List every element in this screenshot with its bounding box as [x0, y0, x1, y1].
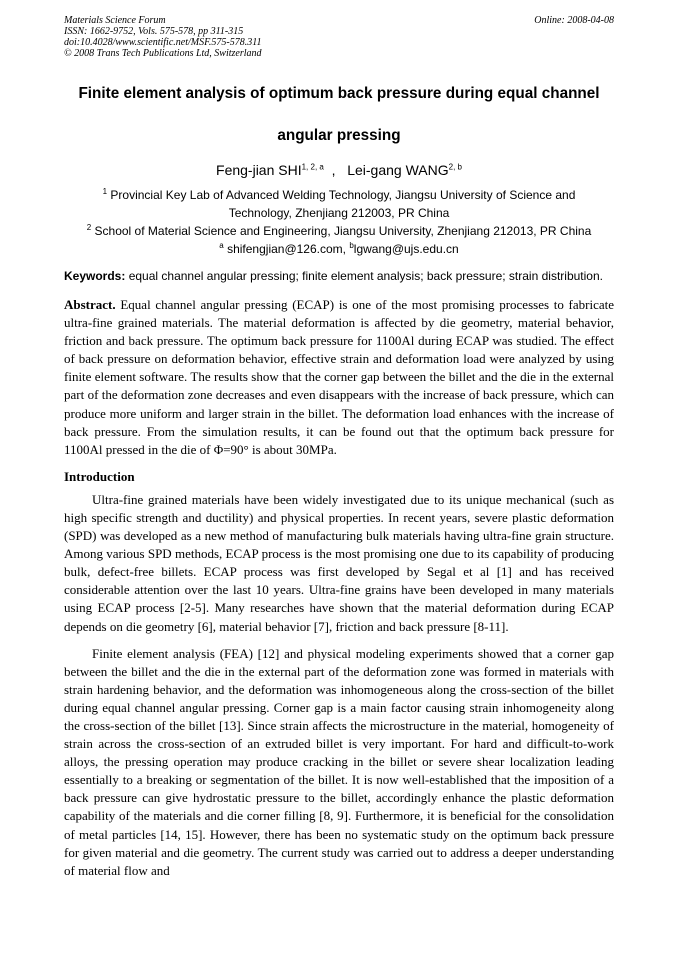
email-a-mark: a — [219, 241, 224, 250]
email-a: shifengjian@126.com, — [227, 242, 346, 256]
author-1-name: Feng-jian SHI — [216, 162, 302, 178]
doi-line: doi:10.4028/www.scientific.net/MSF.575-578.311 — [64, 37, 262, 48]
keywords-label: Keywords: — [64, 269, 126, 283]
author-emails — [64, 240, 614, 258]
affiliation-1-mark: 1 — [102, 187, 108, 196]
affiliations — [64, 186, 614, 258]
email-b: lgwang@ujs.edu.cn — [353, 242, 459, 256]
journal-header — [64, 15, 614, 59]
issn-line: ISSN: 1662-9752, Vols. 575-578, pp 311-315 — [64, 26, 244, 37]
author-list — [64, 160, 614, 180]
copyright-line: © 2008 Trans Tech Publications Ltd, Switzerland — [64, 48, 262, 59]
affiliation-2 — [64, 222, 614, 240]
journal-name: Materials Science Forum — [64, 15, 166, 26]
affiliation-1 — [64, 186, 614, 222]
title-line-2: angular pressing — [277, 127, 401, 144]
affiliation-1-line-1: Provincial Key Lab of Advanced Welding Technology, Jiangsu University of Science and — [110, 188, 576, 202]
author-1-affiliation-mark: 1, 2, a — [301, 162, 324, 172]
introduction-paragraph-2: Finite element analysis (FEA) [12] and physical modeling experiments showed that a corner gap between the billet and the die in the external part of the deformation zone was formed in materials with strain hardening behavior, and the deformation was inhomogeneous along the cross-section of the billet during equal channel angular pressing. Corner gap is a main factor causing strain inhomogeneity along the cross-section of the billet [13]. Since strain affects the microstructure in the material, homogeneity of strain across the cross-section of an extruded billet is very important. For hard and difficult-to-work alloys, the pressing operation may produce cracking in the billet or severe shear localization leading essentially to a breaking or segmentation of the billet. It is now well-established that the imposition of a back pressure can give hydrostatic pressure to the billet, accordingly enhance the plastic deformation capability of the materials and die corner filling [8, 9]. Furthermore, it is beneficial for the consolidation of metal particles [14, 15]. However, there has been no systematic study on the optimum back pressure for given material and die geometry. The current study was carried out to address a deeper understanding of material flow and — [64, 645, 614, 878]
paper-title — [64, 73, 614, 157]
online-date: Online: 2008-04-08 — [534, 15, 614, 26]
abstract — [64, 296, 614, 459]
abstract-label: Abstract. — [64, 297, 116, 312]
author-separator: , — [331, 162, 336, 178]
keywords — [64, 267, 614, 285]
introduction-paragraph-1: Ultra-fine grained materials have been widely investigated due to its unique mechanical (such as high specific strength and ductility) and physical properties. In recent years, severe plastic deformation (SPD) was developed as a new method of manufacturing bulk materials having ultra-fine grain structure. Among various SPD methods, ECAP process is the most promising one due to its capability of producing bulk, defect-free billets. ECAP process was first developed by Segal et al [1] and has received considerable attention over the last 10 years. Ultra-fine grains have been developed in many materials using ECAP process [2-5]. Many researches have shown that the material deformation during ECAP depends on die geometry [6], material behavior [7], friction and back pressure [8-11]. — [64, 491, 614, 634]
email-b-mark: b — [349, 241, 354, 250]
affiliation-2-mark: 2 — [86, 223, 92, 232]
author-2-affiliation-mark: 2, b — [448, 162, 462, 172]
introduction-heading: Introduction — [64, 468, 135, 484]
abstract-text: Equal channel angular pressing (ECAP) is one of the most promising processes to fabricate ultra-fine grained materials. The material deformation is affected by die geometry, material behavior, friction and back pressure. The optimum back pressure for 1100Al during ECAP was studied. The effect of back pressure on deformation behavior, effective strain and deformation load were analyzed by using finite element software. The results show that the corner gap between the billet and the die in the external part of the deformation zone decreases and even disappears with the increase of back pressure, which can produce more uniform and larger strain in the billet. The deformation load enhances with the increase of back pressure. From the simulation results, it can be found out that the optimum back pressure for 1100Al pressed in the die of Φ=90° is about 30MPa. — [64, 297, 615, 457]
affiliation-2-text: School of Material Science and Engineering, Jiangsu University, Zhenjiang 212013, PR China — [94, 224, 592, 238]
affiliation-1-line-2: Technology, Zhenjiang 212003, PR China — [228, 206, 450, 220]
keywords-text: equal channel angular pressing; finite element analysis; back pressure; strain distribution. — [128, 269, 603, 283]
author-2-name: Lei-gang WANG — [347, 162, 449, 178]
title-line-1: Finite element analysis of optimum back pressure during equal channel — [78, 85, 600, 102]
